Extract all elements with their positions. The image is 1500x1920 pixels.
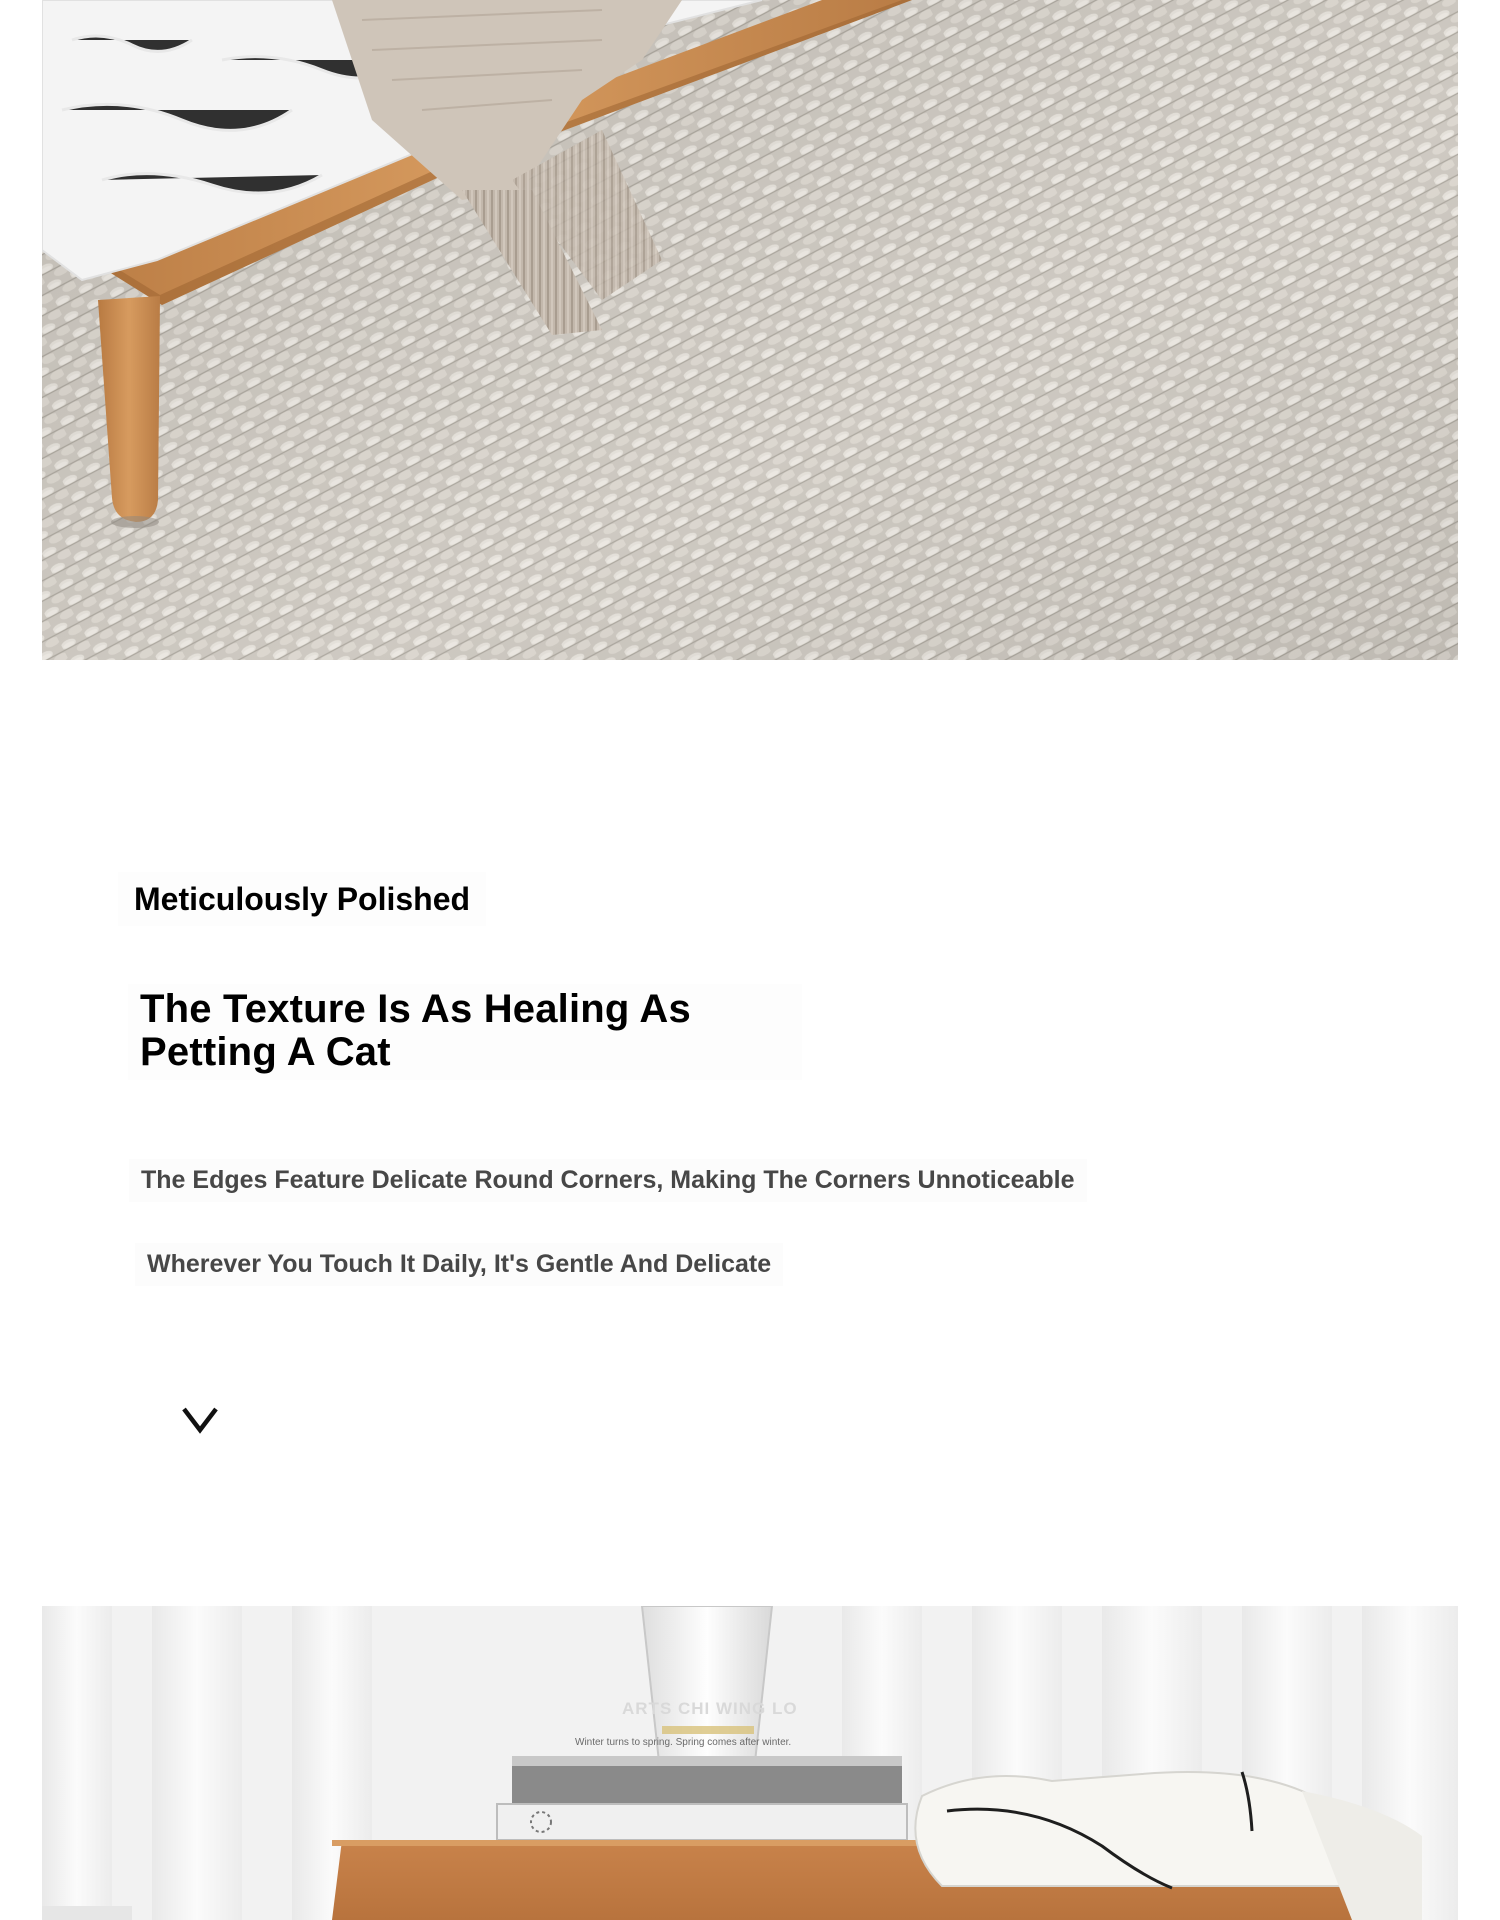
feature-line-gentle-touch: Wherever You Touch It Daily, It's Gentle And Delicate — [135, 1243, 783, 1286]
section-headline: The Texture Is As Healing As Petting A Cat — [128, 984, 802, 1080]
section-eyebrow: Meticulously Polished — [118, 872, 486, 926]
book-spine-title: ARTS CHI WING LO — [622, 1699, 798, 1718]
chevron-down-icon[interactable] — [178, 1403, 222, 1437]
rug-bed-photo — [42, 0, 1458, 660]
feature-line-rounded-corners: The Edges Feature Delicate Round Corners, Making The Corners Unnoticeable — [129, 1159, 1087, 1202]
nightstand-photo — [42, 1606, 1458, 1920]
book-spine-subtitle: Winter turns to spring. Spring comes after winter. — [575, 1737, 792, 1748]
